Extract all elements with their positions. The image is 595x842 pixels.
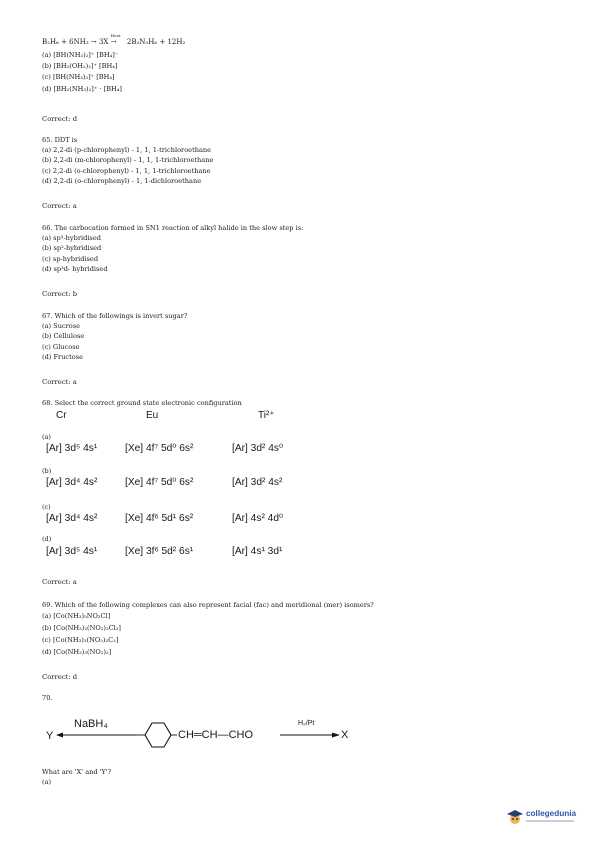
product-y: Y: [46, 730, 54, 742]
q68-row-b-eu: [Xe] 4f⁷ 5d⁰ 6s²: [125, 477, 194, 488]
q67-answer: Correct: a: [42, 378, 77, 386]
q68-row-a-label: (a): [42, 433, 51, 441]
q69-option-c: (c) [Co(NH₃)₃(NO₂)₂C₂]: [42, 636, 119, 644]
q64-option-d: (d) [BH₂(NH₃)₂]⁺ · [BH₄]: [42, 85, 122, 93]
q65-stem: 65. DDT is: [42, 136, 78, 144]
q65-option-a: (a) 2,2-di (p-chlorophenyl) - 1, 1, 1-trichloroethane: [42, 146, 212, 154]
q66-answer: Correct: b: [42, 290, 78, 298]
q66-option-a: (a) sp³-hybridised: [42, 234, 101, 242]
q65-option-c: (c) 2,2-di (o-chlorophenyl) - 1, 1, 1-trichloroethane: [42, 167, 211, 175]
reagent-nabh4: NaBH₄: [74, 718, 108, 730]
q66-option-b: (b) sp²-hybridised: [42, 244, 102, 252]
q66-option-d: (d) sp³d- hybridised: [42, 265, 108, 273]
q68-row-a-eu: [Xe] 4f⁷ 5d⁰ 6s²: [125, 443, 194, 454]
q66-stem: 66. The carbocation formed in SN1 reaction of alkyl halide in the slow step is:: [42, 224, 304, 232]
q68-row-b-cr: [Ar] 3d⁴ 4s²: [46, 477, 98, 488]
product-x: X: [341, 729, 349, 741]
q69-stem: 69. Which of the following complexes can also represent facial (fac) and meridional (mer) isomers?: [42, 601, 374, 609]
q70-option-a: (a): [42, 778, 52, 786]
q68-header-cr: Cr: [56, 410, 67, 421]
q66-option-c: (c) sp-hybridised: [42, 255, 99, 263]
q67-option-d: (d) Fructose: [42, 353, 84, 361]
q69-option-d: (d) [Co(NH₃)₃(NO₂)₃]: [42, 648, 112, 656]
q68-header-ti: Ti²⁺: [258, 410, 275, 421]
q68-row-d-ti: [Ar] 4s¹ 3d¹: [232, 546, 283, 557]
q68-stem: 68. Select the correct ground state electronic configuration: [42, 399, 242, 407]
q67-stem: 67. Which of the followings is invert sugar?: [42, 312, 188, 320]
q67-option-b: (b) Cellulose: [42, 332, 85, 340]
q69-option-b: (b) [Co(NH₃)₂(NO₂)₂Cl₂]: [42, 624, 121, 632]
q68-row-c-cr: [Ar] 3d⁴ 4s²: [46, 513, 98, 524]
q64-answer: Correct: d: [42, 115, 78, 123]
q68-row-d-label: (d): [42, 535, 52, 543]
q67-option-a: (a) Sucrose: [42, 322, 81, 330]
logo-tagline: [526, 820, 574, 822]
q68-answer: Correct: a: [42, 578, 77, 586]
q64-option-b: (b) [BH₂(OH₂)₂]⁺ [BH₄]: [42, 62, 118, 70]
q68-row-d-cr: [Ar] 3d⁵ 4s¹: [46, 546, 98, 557]
chain-ch-ch-cho: CH═CH—CHO: [178, 729, 254, 741]
q65-option-d: (d) 2,2-di (o-chlorophenyl) - 1, 1-dichloroethane: [42, 177, 202, 185]
q64-option-c: (c) [BH(NH₃)₃]⁺ [BH₄]: [42, 73, 115, 81]
q68-row-c-label: (c): [42, 503, 51, 511]
q70-stem: 70.: [42, 694, 53, 702]
graduate-icon: [506, 808, 524, 826]
reagent-h2-pt: H₂/Pt: [298, 720, 315, 727]
q68-row-d-eu: [Xe] 3f⁶ 5d² 6s¹: [125, 546, 194, 557]
q69-answer: Correct: d: [42, 673, 78, 681]
q70-reaction-scheme: [42, 712, 372, 752]
q69-option-a: (a) [Co(NH₃)₅NO₂Cl]: [42, 612, 111, 620]
q64-equation: B₂H₆ + 6NH₃ → 3X Heat → 2B₃N₃H₆ + 12H₂: [42, 33, 186, 46]
q65-answer: Correct: a: [42, 202, 77, 210]
q67-option-c: (c) Glucose: [42, 343, 80, 351]
collegedunia-logo: [506, 806, 576, 830]
arrow-icon: →: [110, 38, 117, 46]
q70-question: What are 'X' and 'Y'?: [42, 768, 112, 776]
q68-header-eu: Eu: [146, 410, 159, 421]
q68-row-c-eu: [Xe] 4f⁶ 5d¹ 6s²: [125, 513, 194, 524]
q64-option-a: (a) [BH(NH₃)₂]⁺ [BH₄]⁻: [42, 51, 119, 59]
q65-option-b: (b) 2,2-di (m-chlorophenyl) - 1, 1, 1-trichloroethane: [42, 156, 214, 164]
q68-row-a-cr: [Ar] 3d⁵ 4s¹: [46, 443, 98, 454]
q68-row-b-ti: [Ar] 3d² 4s²: [232, 477, 283, 488]
q68-row-c-ti: [Ar] 4s² 4d⁰: [232, 513, 284, 524]
heat-label: Heat: [110, 33, 121, 38]
q68-row-a-ti: [Ar] 3d² 4s⁰: [232, 443, 284, 454]
logo-text: collegedunia: [526, 809, 577, 818]
q68-row-b-label: (b): [42, 467, 52, 475]
